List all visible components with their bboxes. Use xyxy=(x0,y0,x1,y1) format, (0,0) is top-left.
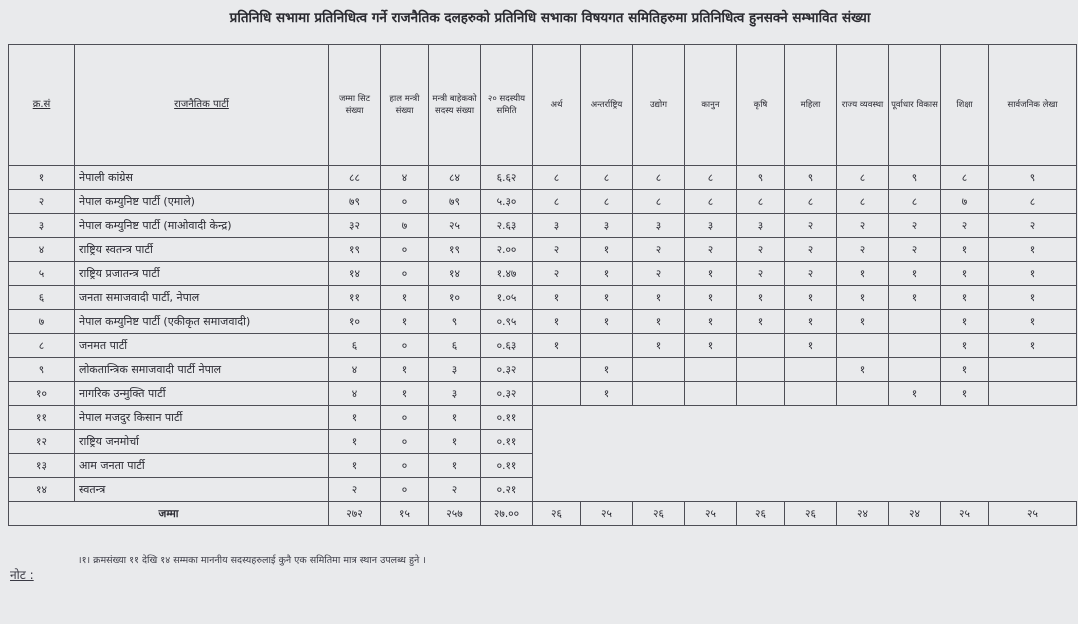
column-header: मन्त्री बाहेकको सदस्य संख्या xyxy=(429,45,481,166)
total-seats-cell: १ xyxy=(329,454,381,478)
members-cell: १ xyxy=(429,406,481,430)
table-row xyxy=(9,214,1077,238)
column-header: राजनैतिक पार्टी xyxy=(75,45,329,166)
total-members-sum-cell: २५७ xyxy=(429,502,481,526)
serial-number-cell: ११ xyxy=(9,406,75,430)
committee-count-cell xyxy=(533,382,581,406)
party-name-cell: नागरिक उन्मुक्ति पार्टी xyxy=(75,382,329,406)
total-seats-sum-cell: २७२ xyxy=(329,502,381,526)
committee-count-cell: ८ xyxy=(581,190,633,214)
column-header: अन्तर्राष्ट्रिय xyxy=(581,45,633,166)
total-seats-cell: १ xyxy=(329,406,381,430)
page-title: प्रतिनिधि सभामा प्रतिनिधित्व गर्ने राजनैतिक दलहरुको प्रतिनिधि सभाका विषयगत समितिहरुमा प्रतिनिधित्व हुनसक्ने सम्भावित संख्या xyxy=(229,10,871,26)
total-seats-cell: १९ xyxy=(329,238,381,262)
committee-count-cell: २ xyxy=(785,262,837,286)
total-committee-cell: २५ xyxy=(685,502,737,526)
total-row xyxy=(9,502,1077,526)
committee-count-cell: ३ xyxy=(533,214,581,238)
total-committee-cell: २५ xyxy=(989,502,1077,526)
committee-count-cell: १ xyxy=(785,310,837,334)
committee-ratio-cell: २.०० xyxy=(481,238,533,262)
serial-number-cell: १४ xyxy=(9,478,75,502)
ministers-cell: १ xyxy=(381,382,429,406)
total-seats-cell: १ xyxy=(329,430,381,454)
table-row xyxy=(9,382,1077,406)
members-cell: २५ xyxy=(429,214,481,238)
committee-count-cell xyxy=(889,334,941,358)
committee-count-cell: ९ xyxy=(785,166,837,190)
committee-count-cell xyxy=(581,334,633,358)
committee-count-cell xyxy=(737,358,785,382)
table-row xyxy=(9,262,1077,286)
committee-count-cell xyxy=(737,334,785,358)
committee-count-cell: १ xyxy=(941,238,989,262)
column-header: २० सदस्यीय समिति xyxy=(481,45,533,166)
committee-count-cell xyxy=(785,382,837,406)
committee-count-cell: १ xyxy=(581,382,633,406)
table-row xyxy=(9,334,1077,358)
committee-count-cell: ३ xyxy=(737,214,785,238)
committee-count-cell xyxy=(837,382,889,406)
members-cell: १९ xyxy=(429,238,481,262)
party-name-cell: राष्ट्रिय स्वतन्त्र पार्टी xyxy=(75,238,329,262)
committee-count-cell: ८ xyxy=(837,190,889,214)
members-cell: ३ xyxy=(429,382,481,406)
committee-count-cell xyxy=(533,358,581,382)
total-committee-cell: २५ xyxy=(581,502,633,526)
committee-count-cell: १ xyxy=(889,382,941,406)
committee-count-cell: १ xyxy=(941,358,989,382)
table-row xyxy=(9,238,1077,262)
column-header: महिला xyxy=(785,45,837,166)
total-seats-cell: २ xyxy=(329,478,381,502)
committee-count-cell: १ xyxy=(633,310,685,334)
committee-count-cell: १ xyxy=(581,286,633,310)
table-row xyxy=(9,190,1077,214)
ministers-cell: ० xyxy=(381,190,429,214)
committee-count-cell: २ xyxy=(633,262,685,286)
committee-count-cell: १ xyxy=(685,262,737,286)
serial-number-cell: २ xyxy=(9,190,75,214)
members-cell: १० xyxy=(429,286,481,310)
committee-count-cell: १ xyxy=(837,358,889,382)
committee-count-cell: १ xyxy=(581,262,633,286)
committee-ratio-cell: १.०५ xyxy=(481,286,533,310)
committee-count-cell xyxy=(837,334,889,358)
table-row xyxy=(9,358,1077,382)
party-name-cell: स्वतन्त्र xyxy=(75,478,329,502)
total-committee-cell: २५ xyxy=(941,502,989,526)
party-name-cell: नेपाल कम्युनिष्ट पार्टी (एकीकृत समाजवादी) xyxy=(75,310,329,334)
committee-count-cell: १ xyxy=(989,238,1077,262)
committee-count-cell: २ xyxy=(533,238,581,262)
committee-count-cell: १ xyxy=(941,334,989,358)
column-header: हाल मन्त्री संख्या xyxy=(381,45,429,166)
ministers-cell: ० xyxy=(381,454,429,478)
committee-count-cell: १ xyxy=(737,310,785,334)
committee-count-cell: ८ xyxy=(837,166,889,190)
committee-count-cell: १ xyxy=(533,310,581,334)
committee-count-cell: ९ xyxy=(737,166,785,190)
note-label: नोट : xyxy=(10,568,34,582)
committee-count-cell: २ xyxy=(837,214,889,238)
committee-ratio-cell: ०.११ xyxy=(481,430,533,454)
column-header: उद्योग xyxy=(633,45,685,166)
ministers-cell: ० xyxy=(381,478,429,502)
serial-number-cell: ९ xyxy=(9,358,75,382)
committee-count-cell: २ xyxy=(785,238,837,262)
committee-ratio-cell: ०.११ xyxy=(481,454,533,478)
committee-ratio-cell: ०.६३ xyxy=(481,334,533,358)
column-header: राज्य व्यवस्था xyxy=(837,45,889,166)
committee-count-cell: ८ xyxy=(989,190,1077,214)
committee-count-cell xyxy=(889,358,941,382)
ministers-cell: ४ xyxy=(381,166,429,190)
column-header: जम्मा सिट संख्या xyxy=(329,45,381,166)
committee-count-cell: १ xyxy=(941,262,989,286)
committee-ratio-cell: ६.६२ xyxy=(481,166,533,190)
committee-count-cell xyxy=(737,382,785,406)
table-row xyxy=(9,310,1077,334)
total-label-cell: जम्मा xyxy=(9,502,329,526)
serial-number-cell: ८ xyxy=(9,334,75,358)
committee-ratio-cell: ०.९५ xyxy=(481,310,533,334)
party-name-cell: नेपाली कांग्रेस xyxy=(75,166,329,190)
committee-count-cell: १ xyxy=(989,286,1077,310)
ministers-cell: १ xyxy=(381,358,429,382)
committee-count-cell: ३ xyxy=(581,214,633,238)
total-seats-cell: ११ xyxy=(329,286,381,310)
party-name-cell: नेपाल कम्युनिष्ट पार्टी (माओवादी केन्द्र) xyxy=(75,214,329,238)
serial-number-cell: ४ xyxy=(9,238,75,262)
committee-count-cell: ८ xyxy=(533,190,581,214)
committee-count-cell: १ xyxy=(989,262,1077,286)
members-cell: १४ xyxy=(429,262,481,286)
table-header-row xyxy=(9,45,1077,166)
table-row xyxy=(9,166,1077,190)
members-cell: २ xyxy=(429,478,481,502)
total-ratio-sum-cell: २७.०० xyxy=(481,502,533,526)
committee-count-cell: १ xyxy=(837,286,889,310)
serial-number-cell: १ xyxy=(9,166,75,190)
serial-number-cell: १२ xyxy=(9,430,75,454)
committee-count-cell xyxy=(785,358,837,382)
committee-count-cell: २ xyxy=(941,214,989,238)
committee-count-cell: ८ xyxy=(633,166,685,190)
total-committee-cell: २६ xyxy=(737,502,785,526)
committee-count-cell: १ xyxy=(685,310,737,334)
committee-count-cell: १ xyxy=(837,262,889,286)
committee-ratio-cell: ०.३२ xyxy=(481,358,533,382)
members-cell: ३ xyxy=(429,358,481,382)
party-name-cell: जनता समाजवादी पार्टी, नेपाल xyxy=(75,286,329,310)
members-cell: ६ xyxy=(429,334,481,358)
committee-count-cell: ८ xyxy=(685,166,737,190)
total-committee-cell: २६ xyxy=(533,502,581,526)
party-name-cell: राष्ट्रिय जनमोर्चा xyxy=(75,430,329,454)
committee-count-cell: १ xyxy=(533,334,581,358)
ministers-cell: ० xyxy=(381,406,429,430)
committee-count-cell: १ xyxy=(785,334,837,358)
committee-count-cell: १ xyxy=(785,286,837,310)
party-name-cell: लोकतान्त्रिक समाजवादी पार्टी नेपाल xyxy=(75,358,329,382)
committee-count-cell: ३ xyxy=(633,214,685,238)
committee-count-cell: २ xyxy=(737,238,785,262)
committee-table xyxy=(8,44,1077,526)
committee-count-cell: १ xyxy=(889,262,941,286)
committee-ratio-cell: १.४७ xyxy=(481,262,533,286)
committee-count-cell: २ xyxy=(785,214,837,238)
committee-count-cell xyxy=(685,358,737,382)
committee-count-cell: ८ xyxy=(737,190,785,214)
committee-ratio-cell: ५.३० xyxy=(481,190,533,214)
committee-count-cell: ८ xyxy=(889,190,941,214)
table-row xyxy=(9,454,1077,478)
ministers-cell: ७ xyxy=(381,214,429,238)
members-cell: ७९ xyxy=(429,190,481,214)
committee-count-cell: १ xyxy=(533,286,581,310)
committee-ratio-cell: २.६३ xyxy=(481,214,533,238)
ministers-cell: १ xyxy=(381,286,429,310)
blank-area xyxy=(533,406,1077,430)
committee-ratio-cell: ०.११ xyxy=(481,406,533,430)
party-name-cell: नेपाल कम्युनिष्ट पार्टी (एमाले) xyxy=(75,190,329,214)
total-seats-cell: ४ xyxy=(329,382,381,406)
table-row xyxy=(9,406,1077,430)
total-seats-cell: १४ xyxy=(329,262,381,286)
column-header: कृषि xyxy=(737,45,785,166)
committee-count-cell: ८ xyxy=(581,166,633,190)
serial-number-cell: ५ xyxy=(9,262,75,286)
committee-count-cell: ८ xyxy=(685,190,737,214)
total-committee-cell: २६ xyxy=(785,502,837,526)
committee-ratio-cell: ०.३२ xyxy=(481,382,533,406)
committee-count-cell: १ xyxy=(581,238,633,262)
column-header: क्र.सं xyxy=(9,45,75,166)
committee-count-cell: २ xyxy=(633,238,685,262)
total-seats-cell: ३२ xyxy=(329,214,381,238)
committee-count-cell: ९ xyxy=(889,166,941,190)
ministers-cell: ० xyxy=(381,238,429,262)
party-name-cell: नेपाल मजदुर किसान पार्टी xyxy=(75,406,329,430)
total-ministers-sum-cell: १५ xyxy=(381,502,429,526)
ministers-cell: ० xyxy=(381,262,429,286)
total-seats-cell: ८८ xyxy=(329,166,381,190)
serial-number-cell: १० xyxy=(9,382,75,406)
committee-count-cell: १ xyxy=(685,334,737,358)
committee-count-cell: २ xyxy=(837,238,889,262)
committee-count-cell xyxy=(889,310,941,334)
serial-number-cell: १३ xyxy=(9,454,75,478)
committee-count-cell: ९ xyxy=(989,166,1077,190)
party-name-cell: जनमत पार्टी xyxy=(75,334,329,358)
total-committee-cell: २६ xyxy=(633,502,685,526)
table-row xyxy=(9,286,1077,310)
committee-count-cell: १ xyxy=(633,334,685,358)
committee-count-cell: १ xyxy=(941,382,989,406)
column-header: अर्थ xyxy=(533,45,581,166)
committee-count-cell: १ xyxy=(889,286,941,310)
committee-count-cell xyxy=(633,358,685,382)
committee-count-cell: ८ xyxy=(533,166,581,190)
committee-count-cell xyxy=(989,382,1077,406)
committee-count-cell: ८ xyxy=(785,190,837,214)
serial-number-cell: ३ xyxy=(9,214,75,238)
committee-count-cell: २ xyxy=(989,214,1077,238)
column-header: कानुन xyxy=(685,45,737,166)
committee-count-cell: १ xyxy=(941,286,989,310)
serial-number-cell: ६ xyxy=(9,286,75,310)
serial-number-cell: ७ xyxy=(9,310,75,334)
committee-count-cell xyxy=(685,382,737,406)
column-header: शिक्षा xyxy=(941,45,989,166)
committee-count-cell: २ xyxy=(889,214,941,238)
total-seats-cell: ६ xyxy=(329,334,381,358)
table-row xyxy=(9,430,1077,454)
blank-area xyxy=(533,430,1077,454)
committee-count-cell: १ xyxy=(581,358,633,382)
party-name-cell: आम जनता पार्टी xyxy=(75,454,329,478)
committee-count-cell: २ xyxy=(685,238,737,262)
members-cell: ९ xyxy=(429,310,481,334)
committee-count-cell: ८ xyxy=(941,166,989,190)
members-cell: १ xyxy=(429,454,481,478)
committee-count-cell: ८ xyxy=(633,190,685,214)
committee-count-cell: १ xyxy=(685,286,737,310)
committee-count-cell: २ xyxy=(533,262,581,286)
members-cell: १ xyxy=(429,430,481,454)
committee-count-cell: २ xyxy=(737,262,785,286)
total-seats-cell: ४ xyxy=(329,358,381,382)
party-name-cell: राष्ट्रिय प्रजातन्त्र पार्टी xyxy=(75,262,329,286)
total-committee-cell: २४ xyxy=(837,502,889,526)
committee-count-cell: १ xyxy=(837,310,889,334)
blank-area xyxy=(533,478,1077,502)
committee-count-cell: १ xyxy=(633,286,685,310)
members-cell: ८४ xyxy=(429,166,481,190)
column-header: पूर्वाधार विकास xyxy=(889,45,941,166)
note-text: ।१। क्रमसंख्या ११ देखि १४ सम्मका माननीय सदस्यहरुलाई कुनै एक समितिमा मात्र स्थान उपलब्ध हुने । xyxy=(78,555,426,566)
committee-count-cell: १ xyxy=(989,310,1077,334)
total-committee-cell: २४ xyxy=(889,502,941,526)
committee-count-cell xyxy=(989,358,1077,382)
committee-count-cell: ७ xyxy=(941,190,989,214)
blank-area xyxy=(533,454,1077,478)
committee-ratio-cell: ०.२१ xyxy=(481,478,533,502)
committee-count-cell: २ xyxy=(889,238,941,262)
committee-count-cell: १ xyxy=(989,334,1077,358)
total-seats-cell: १० xyxy=(329,310,381,334)
ministers-cell: ० xyxy=(381,334,429,358)
ministers-cell: १ xyxy=(381,310,429,334)
committee-count-cell: १ xyxy=(737,286,785,310)
committee-count-cell: ३ xyxy=(685,214,737,238)
column-header: सार्वजनिक लेखा xyxy=(989,45,1077,166)
ministers-cell: ० xyxy=(381,430,429,454)
committee-count-cell: १ xyxy=(941,310,989,334)
total-seats-cell: ७९ xyxy=(329,190,381,214)
committee-count-cell xyxy=(633,382,685,406)
table-row xyxy=(9,478,1077,502)
committee-count-cell: १ xyxy=(581,310,633,334)
